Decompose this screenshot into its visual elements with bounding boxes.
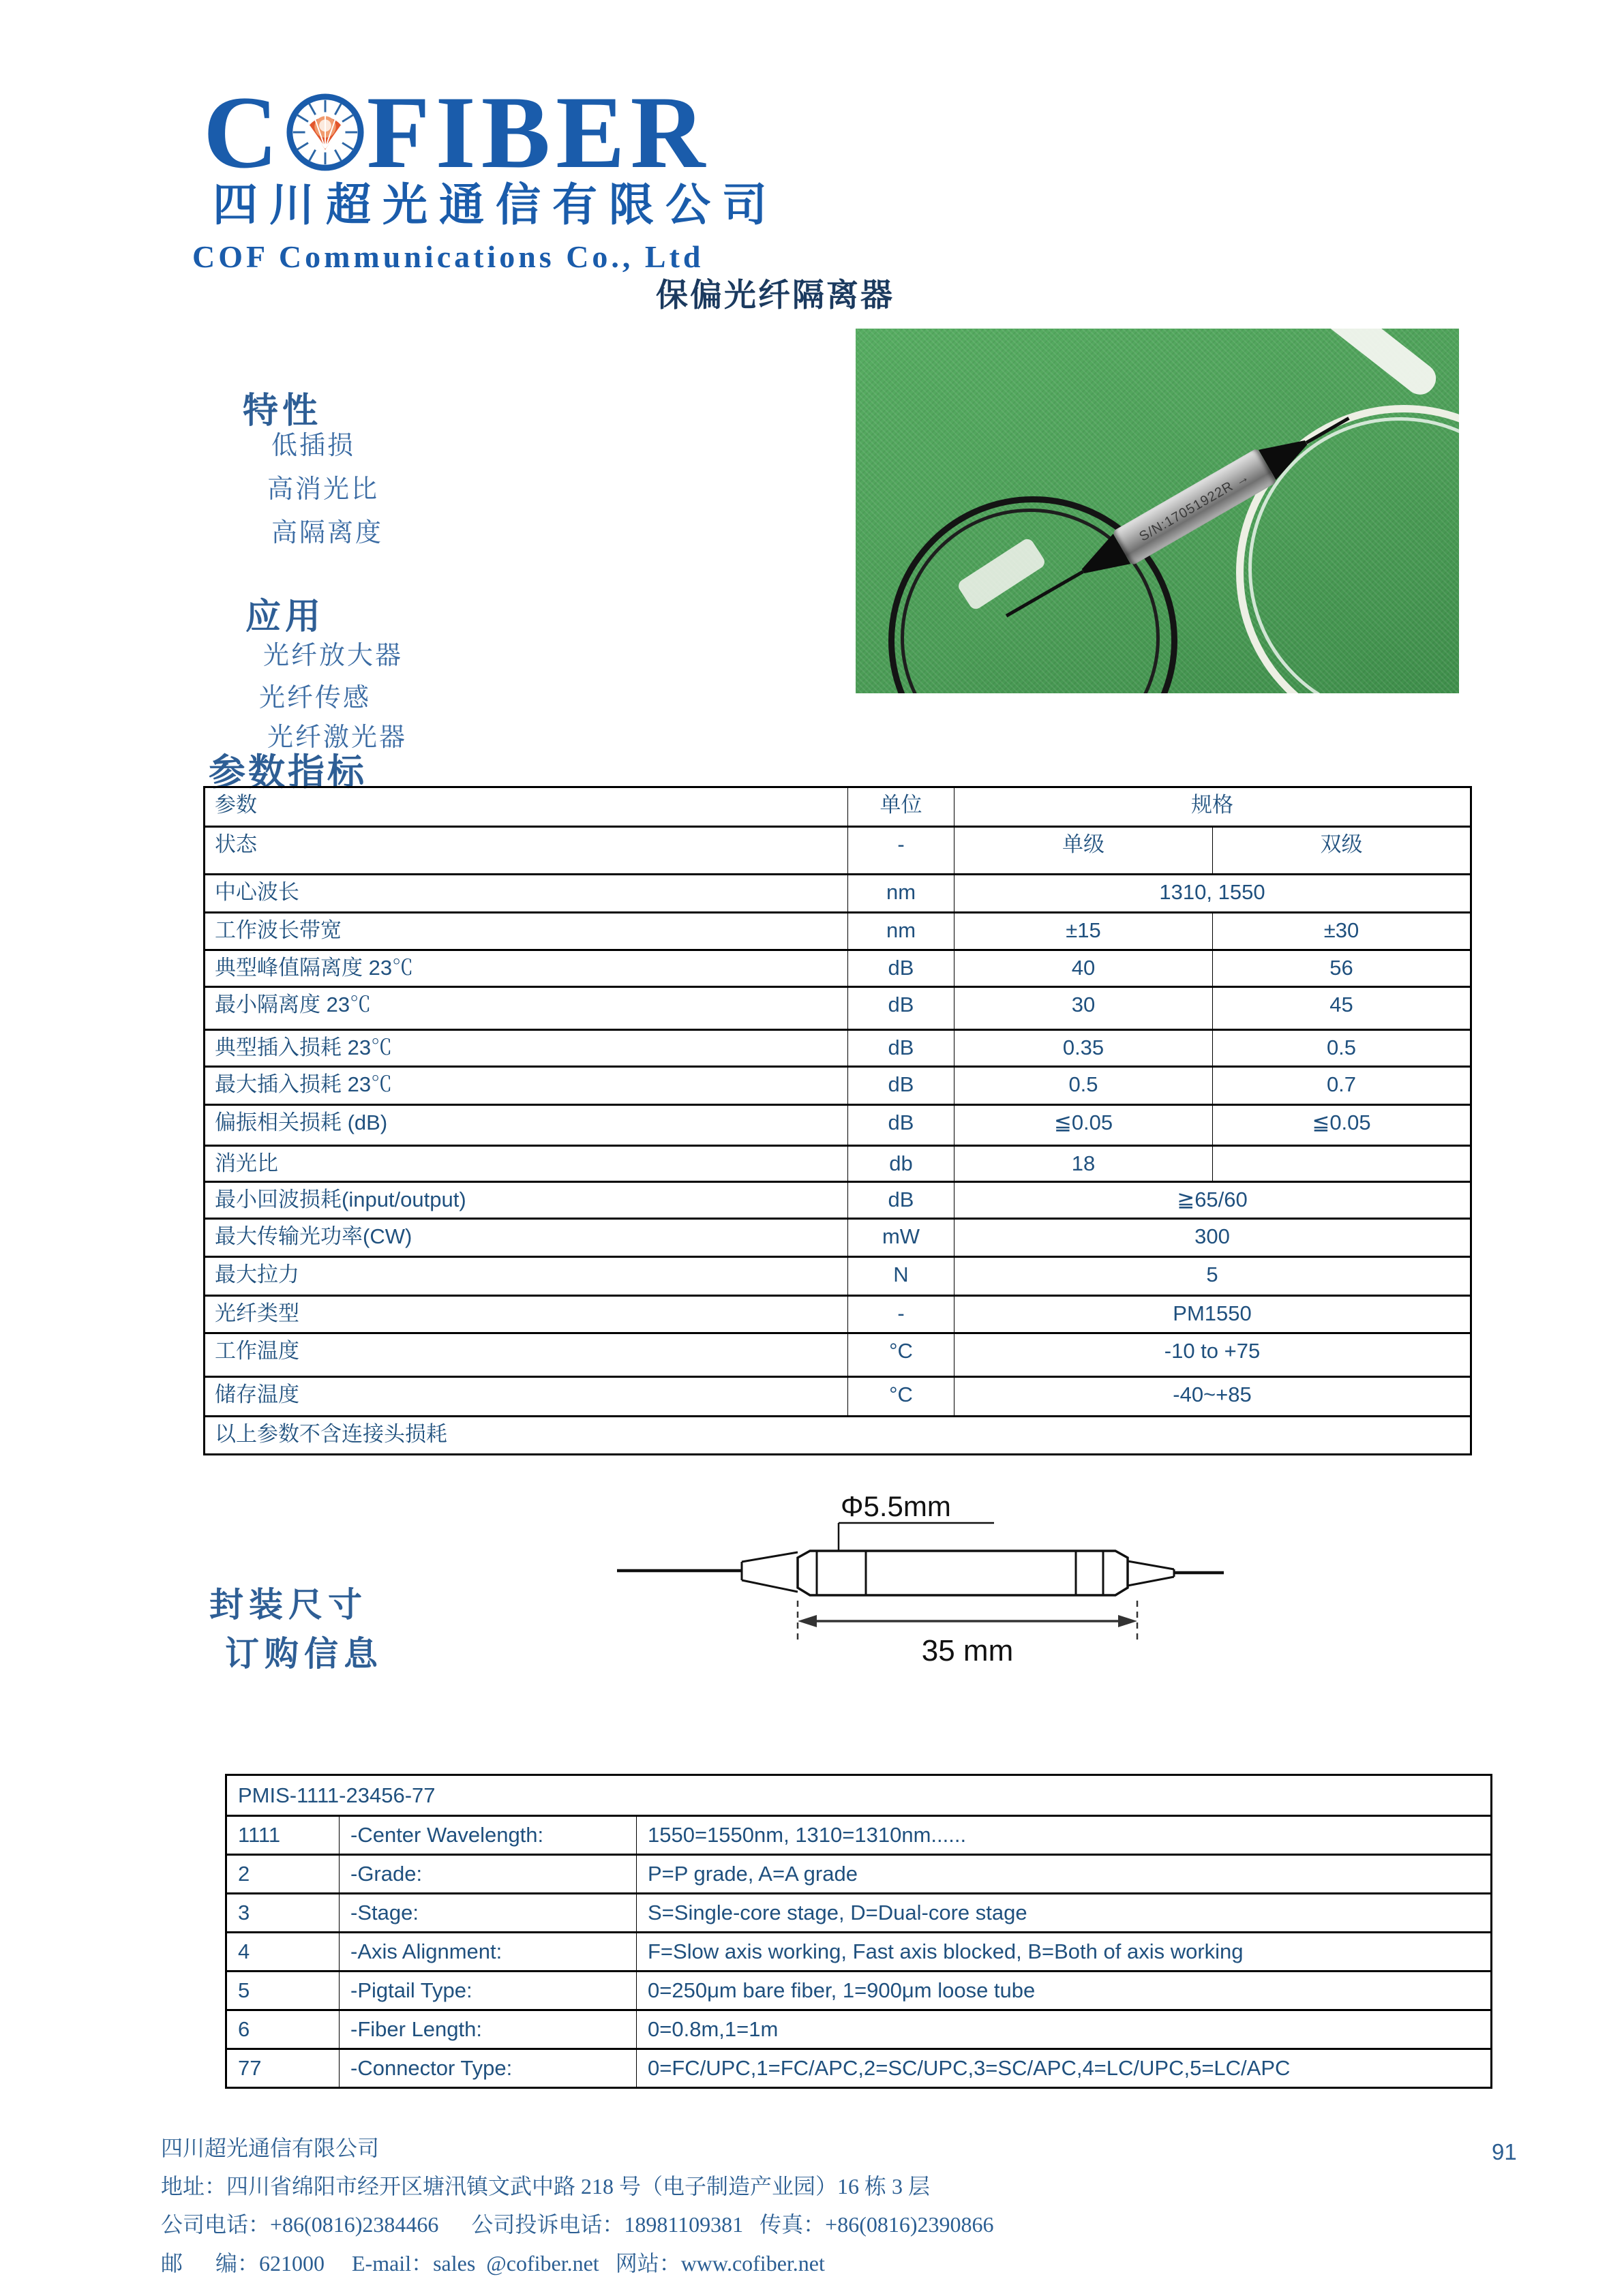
applications-heading: 应用: [245, 598, 325, 637]
table-row: [226, 1972, 1492, 2010]
param-name-cell: 储存温度: [205, 1377, 848, 1417]
param-double-cell: 56: [1213, 950, 1471, 987]
dimension-arrow-right-icon: [1118, 1615, 1137, 1627]
table-row: [205, 950, 1471, 987]
dimension-diagram: [580, 1466, 1227, 1691]
param-unit-cell: dB: [848, 950, 954, 987]
table-row: [205, 1296, 1471, 1333]
param-single-cell: ≦0.05: [954, 1105, 1213, 1146]
param-single-cell: 0.5: [954, 1067, 1213, 1105]
param-name-cell: 最大拉力: [205, 1257, 848, 1296]
package-size-heading: 封装尺寸: [209, 1586, 367, 1624]
footer-contact-line: 邮 编：621000 E-mail：sales @cofiber.net 网站：www.cofiber.net: [161, 2250, 825, 2276]
footer: [161, 2134, 994, 2287]
table-row: [226, 1894, 1492, 1933]
order-field-cell: -Stage:: [340, 1894, 637, 1933]
order-code-cell: 3: [226, 1894, 340, 1933]
white-fiber-sleeve: [1321, 329, 1442, 401]
param-unit-cell: -: [848, 827, 954, 875]
part-number-row: [226, 1775, 1492, 1816]
serial-number-label: S/N:17051922R →: [1137, 468, 1252, 545]
order-code-cell: 1111: [226, 1816, 340, 1855]
param-single-cell: 18: [954, 1146, 1213, 1182]
footer-address: 地址：四川省绵阳市经开区塘汛镇文武中路 218 号（电子制造产业园）16 栋 3 层: [161, 2174, 931, 2199]
parameters-heading: 参数指标: [209, 752, 367, 793]
param-single-cell: 30: [954, 987, 1213, 1030]
features-heading: 特性: [243, 392, 322, 431]
diameter-label: Φ5.5mm: [841, 1490, 951, 1522]
header-spec-cell: 规格: [954, 787, 1471, 827]
param-unit-cell: °C: [848, 1377, 954, 1417]
param-unit-cell: °C: [848, 1333, 954, 1377]
feature-item: 高消光比: [267, 475, 380, 504]
footer-company-name: 四川超光通信有限公司: [161, 2136, 380, 2160]
param-name-cell: 最大插入损耗 23℃: [205, 1067, 848, 1105]
param-unit-cell: N: [848, 1257, 954, 1296]
application-item: 光纤放大器: [263, 641, 404, 670]
param-name-cell: 工作波长带宽: [205, 913, 848, 950]
param-unit-cell: dB: [848, 1067, 954, 1105]
order-field-cell: -Connector Type:: [340, 2049, 637, 2088]
order-code-cell: 5: [226, 1972, 340, 2010]
order-field-cell: -Pigtail Type:: [340, 1972, 637, 2010]
param-unit-cell: dB: [848, 987, 954, 1030]
table-footnote-cell: 以上参数不含连接头损耗: [205, 1417, 1471, 1455]
param-double-cell: 双级: [1213, 827, 1471, 875]
param-name-cell: 中心波长: [205, 875, 848, 913]
param-merged-cell: 5: [954, 1257, 1471, 1296]
table-row: [226, 1933, 1492, 1972]
param-unit-cell: mW: [848, 1219, 954, 1257]
param-double-cell: 0.5: [1213, 1030, 1471, 1067]
table-row: [205, 1377, 1471, 1417]
table-row: [226, 1816, 1492, 1855]
param-single-cell: 40: [954, 950, 1213, 987]
param-merged-cell: 1310, 1550: [954, 875, 1471, 913]
order-field-cell: -Fiber Length:: [340, 2010, 637, 2049]
logo-company-cn: 四川超光通信有限公司: [213, 181, 779, 230]
param-name-cell: 最大传输光功率(CW): [205, 1219, 848, 1257]
table-row: [205, 875, 1471, 913]
dimension-arrow-left-icon: [798, 1615, 817, 1627]
table-row: [205, 1257, 1471, 1296]
param-unit-cell: -: [848, 1296, 954, 1333]
table-header-row: [205, 787, 1471, 827]
param-merged-cell: PM1550: [954, 1296, 1471, 1333]
param-unit-cell: nm: [848, 875, 954, 913]
order-desc-cell: S=Single-core stage, D=Dual-core stage: [637, 1894, 1492, 1933]
order-desc-cell: 0=FC/UPC,1=FC/APC,2=SC/UPC,3=SC/APC,4=LC/UPC,5=LC/APC: [637, 2049, 1492, 2088]
param-name-cell: 最小回波损耗(input/output): [205, 1182, 848, 1219]
param-double-cell: 0.7: [1213, 1067, 1471, 1105]
ordering-table: [225, 1774, 1492, 2089]
param-unit-cell: db: [848, 1146, 954, 1182]
fiber-pigtail-right: [1306, 417, 1350, 444]
param-unit-cell: dB: [848, 1030, 954, 1067]
param-double-cell: ±30: [1213, 913, 1471, 950]
param-name-cell: 典型峰值隔离度 23℃: [205, 950, 848, 987]
product-photo: [856, 329, 1459, 693]
page-number: 91: [1492, 2139, 1517, 2164]
logo-letters-fiber: FIBER: [366, 75, 711, 190]
feature-item: 高隔离度: [271, 519, 384, 547]
param-name-cell: 典型插入损耗 23℃: [205, 1030, 848, 1067]
param-single-cell: ±15: [954, 913, 1213, 950]
ordering-info-heading: 订购信息: [225, 1635, 383, 1673]
table-row: [205, 987, 1471, 1030]
order-desc-cell: P=P grade, A=A grade: [637, 1855, 1492, 1894]
order-field-cell: -Axis Alignment:: [340, 1933, 637, 1972]
table-row: [205, 1219, 1471, 1257]
body-outline: [798, 1551, 1128, 1595]
table-row: [205, 1030, 1471, 1067]
application-item: 光纤激光器: [267, 723, 408, 752]
param-single-cell: 0.35: [954, 1030, 1213, 1067]
order-code-cell: 4: [226, 1933, 340, 1972]
part-number-cell: PMIS-1111-23456-77: [226, 1775, 1492, 1816]
param-unit-cell: dB: [848, 1182, 954, 1219]
table-row: [205, 827, 1471, 875]
param-name-cell: 消光比: [205, 1146, 848, 1182]
table-row: [226, 2010, 1492, 2049]
table-row: [205, 1333, 1471, 1377]
param-name-cell: 状态: [205, 827, 848, 875]
table-row: [205, 1146, 1471, 1182]
table-footnote-row: [205, 1417, 1471, 1455]
param-double-cell: [1213, 1146, 1471, 1182]
param-name-cell: 工作温度: [205, 1333, 848, 1377]
header-param-cell: 参数: [205, 787, 848, 827]
order-code-cell: 77: [226, 2049, 340, 2088]
parameters-table: [203, 786, 1472, 1455]
param-name-cell: 最小隔离度 23℃: [205, 987, 848, 1030]
header-unit-cell: 单位: [848, 787, 954, 827]
param-name-cell: 偏振相关损耗 (dB): [205, 1105, 848, 1146]
param-merged-cell: -10 to +75: [954, 1333, 1471, 1377]
logo-company-en: COF Communications Co., Ltd: [192, 239, 704, 274]
footer-phone-line: 公司电话：+86(0816)2384466 公司投诉电话：18981109381 传真：+86(0816)2390866: [161, 2212, 994, 2237]
taper-left-outline: [742, 1552, 798, 1592]
param-unit-cell: nm: [848, 913, 954, 950]
logo-letter-c: C: [203, 75, 284, 190]
order-code-cell: 6: [226, 2010, 340, 2049]
param-double-cell: ≦0.05: [1213, 1105, 1471, 1146]
param-merged-cell: -40~+85: [954, 1377, 1471, 1417]
page-title: 保偏光纤隔离器: [656, 277, 894, 313]
length-label: 35 mm: [921, 1634, 1014, 1667]
param-merged-cell: ≧65/60: [954, 1182, 1471, 1219]
param-double-cell: 45: [1213, 987, 1471, 1030]
order-desc-cell: 0=250μm bare fiber, 1=900μm loose tube: [637, 1972, 1492, 2010]
param-name-cell: 光纤类型: [205, 1296, 848, 1333]
table-row: [205, 913, 1471, 950]
table-row: [226, 2049, 1492, 2088]
table-row: [205, 1105, 1471, 1146]
param-merged-cell: 300: [954, 1219, 1471, 1257]
table-row: [205, 1182, 1471, 1219]
order-field-cell: -Grade:: [340, 1855, 637, 1894]
taper-right-outline: [1128, 1561, 1174, 1586]
order-field-cell: -Center Wavelength:: [340, 1816, 637, 1855]
table-row: [226, 1855, 1492, 1894]
order-code-cell: 2: [226, 1855, 340, 1894]
table-row: [205, 1067, 1471, 1105]
param-single-cell: 单级: [954, 827, 1213, 875]
logo: [203, 75, 711, 190]
feature-item: 低插损: [271, 432, 356, 460]
application-item: 光纤传感: [259, 684, 372, 712]
param-unit-cell: dB: [848, 1105, 954, 1146]
shell-logo-icon: [285, 86, 365, 166]
order-desc-cell: 1550=1550nm, 1310=1310nm......: [637, 1816, 1492, 1855]
order-desc-cell: F=Slow axis working, Fast axis blocked, B=Both of axis working: [637, 1933, 1492, 1972]
order-desc-cell: 0=0.8m,1=1m: [637, 2010, 1492, 2049]
